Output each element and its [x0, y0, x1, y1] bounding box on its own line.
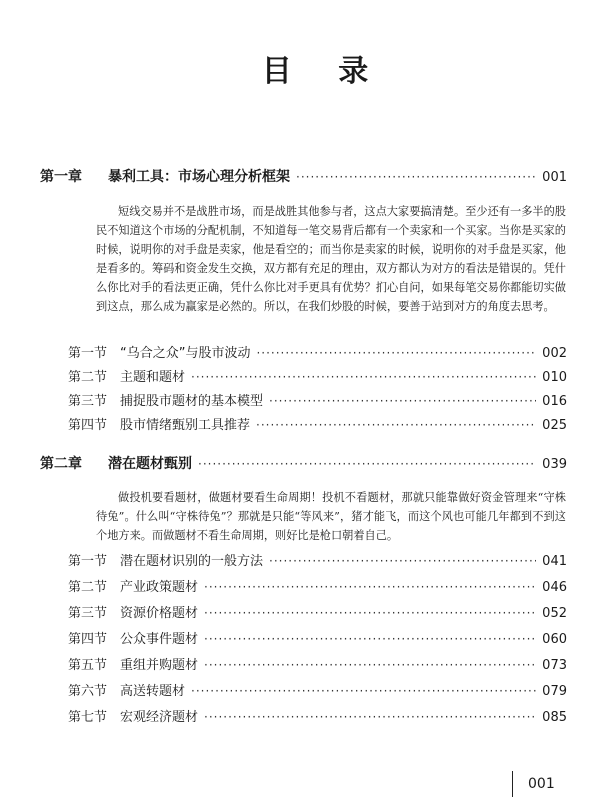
section-title: 捕捉股市题材的基本模型: [120, 394, 264, 409]
section-number: 第四节: [68, 418, 108, 433]
section-title: 高送转题材: [120, 684, 186, 699]
section-number: 第二节: [68, 580, 108, 595]
toc-section[interactable]: [68, 366, 567, 385]
section-page: 046: [542, 580, 567, 595]
leader-dots: [269, 394, 536, 408]
leader-dots: [204, 710, 536, 724]
toc-section[interactable]: [68, 706, 567, 725]
chapter-intro-1: 短线交易并不是战胜市场，而是战胜其他参与者，这点大家要搞清楚。至少还有一多半的股民不知道这个市场的分配机制，不知道每一笔交易背后都有一个卖家和一个买家。当你是买家的时候，说明你的对手盘是卖家，他是看空的；而当你是卖家的时候，说明你的对手盘是买家，他是看多的。筹码和资金发生交换，双方都有充足的理由，双方都认为对方的看法是错误的。凭什么你比对手的看法更正确，凭什么你比对手更具有优势？扪心自问，如果每笔交易你都能切实做到这点，那么成为赢家是必然的。所以，在我们炒股的时候，要善于站到对方的角度去思考。: [96, 205, 566, 313]
chapter-page: 039: [542, 457, 567, 472]
toc-section[interactable]: [68, 602, 567, 621]
section-title: “乌合之众”与股市波动: [120, 346, 251, 361]
section-title: 潜在题材识别的一般方法: [120, 554, 264, 569]
leader-dots: [191, 370, 536, 384]
section-page: 002: [542, 346, 567, 361]
section-number: 第一节: [68, 346, 108, 361]
leader-dots: [269, 554, 536, 568]
folio-divider: [512, 771, 513, 797]
toc-section[interactable]: [68, 576, 567, 595]
section-title: 资源价格题材: [120, 606, 199, 621]
leader-dots: [204, 632, 536, 646]
toc-section[interactable]: [68, 680, 567, 699]
section-number: 第三节: [68, 606, 108, 621]
section-number: 第二节: [68, 370, 108, 385]
chapter-number: 第二章: [40, 456, 82, 472]
section-page: 052: [542, 606, 567, 621]
section-number: 第五节: [68, 658, 108, 673]
toc-section[interactable]: [68, 654, 567, 673]
leader-dots: [204, 606, 536, 620]
leader-dots: [296, 170, 536, 184]
chapter-title: 暴利工具：市场心理分析框架: [108, 169, 290, 185]
toc-section[interactable]: [68, 628, 567, 647]
section-page: 073: [542, 658, 567, 673]
chapter-page: 001: [542, 170, 567, 185]
section-page: 010: [542, 370, 567, 385]
section-title: 产业政策题材: [120, 580, 199, 595]
toc-chapter-2[interactable]: [40, 453, 567, 473]
leader-dots: [256, 418, 536, 432]
page-title: 目 录: [261, 54, 387, 89]
toc-section[interactable]: [68, 550, 567, 569]
leader-dots: [191, 684, 536, 698]
leader-dots: [204, 580, 536, 594]
section-title: 公众事件题材: [120, 632, 199, 647]
section-page: 041: [542, 554, 567, 569]
section-title: 股市情绪甄别工具推荐: [120, 418, 251, 433]
leader-dots: [198, 457, 536, 471]
toc-section[interactable]: [68, 414, 567, 433]
chapter-title: 潜在题材甄别: [108, 456, 192, 472]
chapter-intro-2: 做投机要看题材，做题材要看生命周期！投机不看题材，那就只能靠做好资金管理来“守株待兔”。什么叫“守株待兔”？那就是只能“等风来”，猪才能飞，而这个风也可能几年都到不到这个地方来。而做题材不看生命周期，则好比是枪口朝着自己。: [96, 491, 566, 542]
section-title: 重组并购题材: [120, 658, 199, 673]
section-number: 第四节: [68, 632, 108, 647]
section-number: 第六节: [68, 684, 108, 699]
section-number: 第一节: [68, 554, 108, 569]
section-page: 025: [542, 418, 567, 433]
section-title: 主题和题材: [120, 370, 186, 385]
toc-section[interactable]: [68, 342, 567, 361]
section-number: 第七节: [68, 710, 108, 725]
section-page: 085: [542, 710, 567, 725]
leader-dots: [204, 658, 536, 672]
section-page: 079: [542, 684, 567, 699]
page-number: 001: [528, 776, 555, 792]
section-number: 第三节: [68, 394, 108, 409]
toc-section[interactable]: [68, 390, 567, 409]
section-title: 宏观经济题材: [120, 710, 199, 725]
leader-dots: [256, 346, 536, 360]
section-page: 016: [542, 394, 567, 409]
chapter-number: 第一章: [40, 169, 82, 185]
section-page: 060: [542, 632, 567, 647]
toc-chapter-1[interactable]: [40, 166, 567, 186]
